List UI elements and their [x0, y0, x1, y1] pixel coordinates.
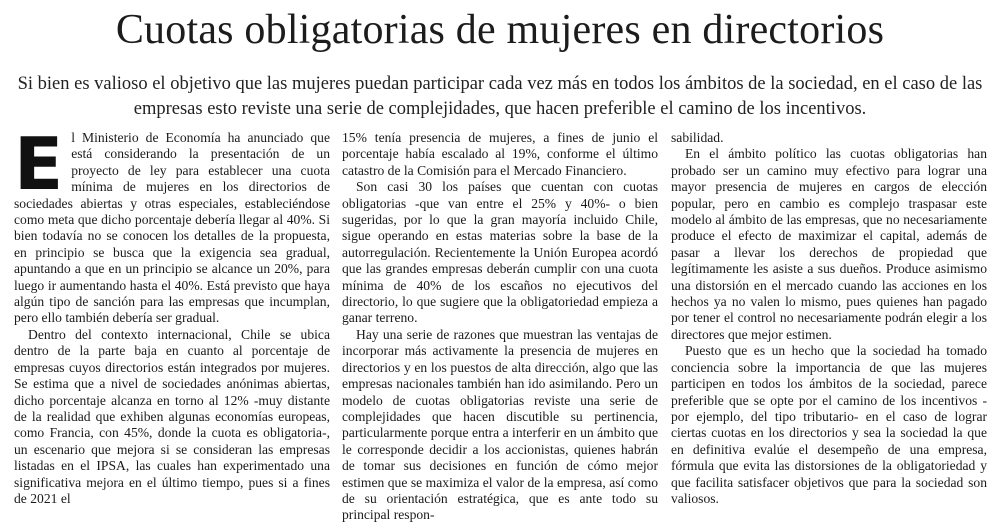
paragraph: sabilidad. — [671, 130, 724, 145]
paragraph: En el ámbito político las cuotas obligatorias han probado ser un camino muy efectivo para lograr una mayor presencia de mujeres en cargos de elección popular, pero en cambio es complejo traspasar este modelo al ámbito de las empresas, que no necesariamente produce el efecto de maximizar el capital, además de pasar a llevar los derechos de propiedad que legítimamente les asiste a sus dueños. Produce asimismo una distorsión en el mercado cuando las acciones en los hechos ya no valen lo mismo, pues quienes han pagado por tener el control no necesariamente podrán elegir a los directores que mejor estimen. — [671, 146, 987, 342]
paragraph: Hay una serie de razones que muestran las ventajas de incorporar más activamente la presencia de mujeres en directorios y en los puestos de alta dirección, algo que las empresas nacionales también han ido asimilando. Pero un modelo de cuotas obligatorias reviste una serie de complejidades que hacen discutible su pertinencia, particularmente porque entra a interferir en un ámbito que le corresponde decidir a los accionistas, quienes habrán de tomar sus decisiones en función de cómo mejor estimen que se maximiza el valor de la empresa, así como de su orientación estratégica, que es ante todo su principal respon- — [342, 326, 658, 523]
article-body — [14, 122, 987, 523]
paragraph-text: l Ministerio de Economía ha anunciado que está considerando la presentación de un proyecto de ley para establecer una cuota mínima de mujeres en los directorios de sociedades abiertas y otras especiales, estableciéndose como meta que dicho porcentaje debería llegar al 40%. Si bien todavía no se conocen los detalles de la propuesta, en principio se busca que la exigencia sea gradual, apuntando a que en un principio se alcance un 20%, para luego ir aumentando hasta el 40%. Está previsto que haya algún tipo de sanción para las empresas que incumplan, pero ello también debería ser gradual. — [14, 130, 330, 326]
paragraph: 15% tenía presencia de mujeres, a fines de junio el porcentaje había escalado al 19%, conforme el último catastro de la Comisión para el Mercado Financiero. — [342, 130, 658, 178]
article-headline: Cuotas obligatorias de mujeres en directorios — [115, 7, 885, 53]
article-column-1 — [14, 122, 330, 507]
paragraph: Dentro del contexto internacional, Chile se ubica dentro de la parte baja en cuanto al porcentaje de empresas cuyos directorios están integrados por mujeres. Se estima que a nivel de sociedades anónimas abiertas, dicho porcentaje alcanza en torno al 12% -muy distante de la realidad que exhiben algunas economías europeas, como Francia, con 45%, donde la cuota es obligatoria-, un escenario que mejora si se consideran las empresas listadas en el IPSA, las cuales han experimentado una significativa mejora en el último tiempo, pues si a fines de 2021 el — [14, 326, 330, 506]
article-column-3 — [671, 130, 987, 507]
paragraph: Puesto que es un hecho que la sociedad ha tomado conciencia sobre la importancia de que las mujeres participen en todos los ámbitos de la sociedad, parece preferible que se opte por el camino de los incentivos -por ejemplo, del tipo tributario- en el caso de lograr ciertas cuotas en los directorios y sea la sociedad la que en definitiva evalúe el desempeño de una empresa, fórmula que evita las distorsiones de la obligatoriedad y que facilita satisfacer objetivos que para la sociedad son valiosos. — [671, 343, 987, 506]
article-column-2 — [342, 130, 658, 524]
paragraph: Son casi 30 los países que cuentan con cuotas obligatorias -que van entre el 25% y 40%- o bien sugeridas, por lo que la gran mayoría incluido Chile, sigue operando en estas materias sobre la base de la autorregulación. Recientemente la Unión Europea acordó que las grandes empresas deberán cumplir con una cuota mínima de 40% de los escaños no ejecutivos del directorio, lo que sugiere que la obligatoriedad empieza a ganar terreno. — [342, 179, 658, 326]
article-lead: Si bien es valioso el objetivo que las mujeres puedan participar cada vez más en todos los ámbitos de la sociedad, en el caso de las empresas esto reviste una serie de complejidades, que hacen preferible el camino de los incentivos. — [17, 74, 983, 119]
paragraph — [14, 122, 330, 327]
drop-cap: E — [14, 122, 64, 206]
